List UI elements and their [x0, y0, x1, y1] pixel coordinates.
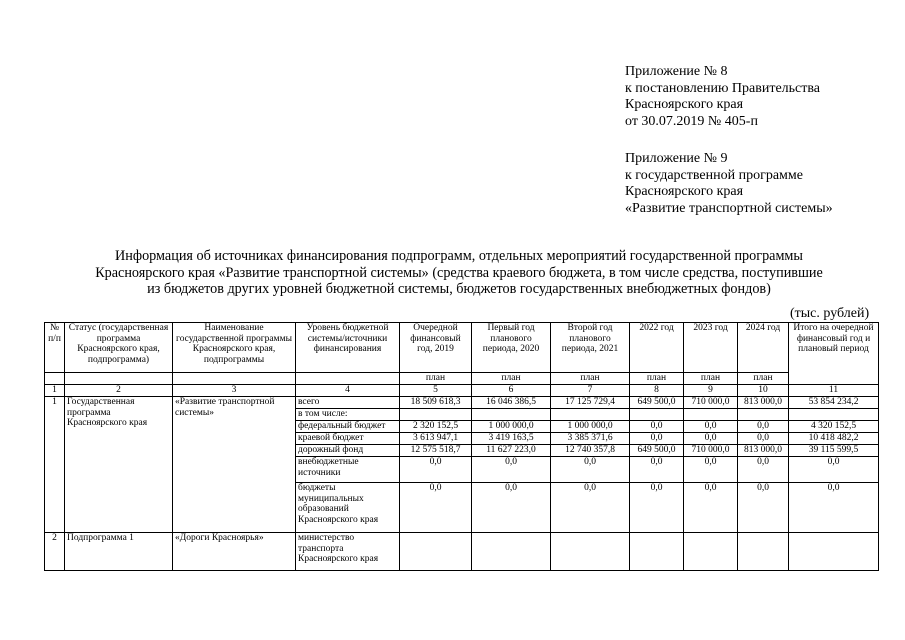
table-column-numbers-row [45, 385, 879, 397]
plan-label-2021: план [551, 373, 630, 385]
column-number: 1 [45, 385, 65, 397]
appendix-8-line-2: к постановлению Правительства [625, 80, 821, 96]
column-number: 3 [173, 385, 296, 397]
value-2022 [630, 409, 684, 421]
value-2023: 710 000,0 [684, 445, 738, 457]
header-2021: Второй год планового периода, 2021 [551, 323, 630, 373]
plan-label-2023: план [684, 373, 738, 385]
plan-label-2019: план [400, 373, 472, 385]
value-2020: 11 627 223,0 [472, 445, 551, 457]
value-2020: 3 419 163,5 [472, 433, 551, 445]
header-2019: Очередной финансовый год, 2019 [400, 323, 472, 373]
value-total: 0,0 [789, 457, 879, 483]
value-2021: 12 740 357,8 [551, 445, 630, 457]
header-status: Статус (государственная программа Красноярского края, подпрограмма) [65, 323, 173, 373]
value-2024 [738, 409, 789, 421]
table-plan-row [45, 373, 879, 385]
financing-table [44, 322, 879, 571]
appendix-8-line-3: Красноярского края [625, 97, 744, 112]
appendix-8-block [625, 64, 820, 130]
column-number: 11 [789, 385, 879, 397]
value-total: 4 320 152,5 [789, 421, 879, 433]
appendix-9-line-4: «Развитие транспортной системы» [625, 200, 833, 216]
appendix-9-block [625, 151, 833, 217]
source-label: дорожный фонд [296, 445, 400, 457]
header-name: Наименование государственной программы Красноярского края, подпрограммы [173, 323, 296, 373]
plan-label-2024: план [738, 373, 789, 385]
header-2024: 2024 год [738, 323, 789, 373]
value-2022 [630, 533, 684, 571]
value-2022: 0,0 [630, 421, 684, 433]
value-2022: 0,0 [630, 433, 684, 445]
row-1-name: «Развитие транспортной системы» [173, 397, 296, 533]
value-2019 [400, 533, 472, 571]
table-row [45, 533, 879, 571]
header-2023: 2023 год [684, 323, 738, 373]
value-2019 [400, 409, 472, 421]
source-label: министерство транспорта Красноярского края [296, 533, 400, 571]
value-2023: 0,0 [684, 421, 738, 433]
table-header-row [45, 323, 879, 373]
column-number: 8 [630, 385, 684, 397]
table-row [45, 397, 879, 409]
value-2023 [684, 409, 738, 421]
appendix-9-title: Приложение № 9 [625, 151, 728, 166]
appendix-9-line-3: Красноярского края [625, 184, 744, 199]
value-2021 [551, 533, 630, 571]
column-number: 7 [551, 385, 630, 397]
value-2021: 17 125 729,4 [551, 397, 630, 409]
value-total: 10 418 482,2 [789, 433, 879, 445]
value-2024 [738, 533, 789, 571]
column-number: 5 [400, 385, 472, 397]
header-2020: Первый год планового периода, 2020 [472, 323, 551, 373]
value-2023: 0,0 [684, 433, 738, 445]
value-2019: 12 575 518,7 [400, 445, 472, 457]
source-label: внебюджетные источники [296, 457, 400, 483]
source-label: краевой бюджет [296, 433, 400, 445]
value-2020 [472, 409, 551, 421]
header-level: Уровень бюджетной системы/источники финансирования [296, 323, 400, 373]
value-total: 53 854 234,2 [789, 397, 879, 409]
value-2024: 0,0 [738, 421, 789, 433]
source-label: всего [296, 397, 400, 409]
source-label: федеральный бюджет [296, 421, 400, 433]
source-label: бюджеты муниципальных образований Красноярского края [296, 483, 400, 533]
value-2024: 0,0 [738, 483, 789, 533]
value-2024: 0,0 [738, 457, 789, 483]
value-total [789, 409, 879, 421]
value-2021: 0,0 [551, 483, 630, 533]
value-2021: 1 000 000,0 [551, 421, 630, 433]
appendix-8-title: Приложение № 8 [625, 64, 728, 79]
value-2022: 649 500,0 [630, 397, 684, 409]
value-2022: 649 500,0 [630, 445, 684, 457]
value-2019: 0,0 [400, 457, 472, 483]
value-2024: 0,0 [738, 433, 789, 445]
value-2023: 710 000,0 [684, 397, 738, 409]
column-number: 4 [296, 385, 400, 397]
value-2023: 0,0 [684, 483, 738, 533]
appendix-8-line-4: от 30.07.2019 № 405-п [625, 113, 758, 129]
value-2024: 813 000,0 [738, 445, 789, 457]
value-2021 [551, 409, 630, 421]
value-2020: 0,0 [472, 457, 551, 483]
column-number: 2 [65, 385, 173, 397]
column-number: 10 [738, 385, 789, 397]
source-label: в том числе: [296, 409, 400, 421]
row-1-status: Государственная программа Красноярского края [65, 397, 173, 533]
heading-line-1: Информация об источниках финансирования подпрограмм, отдельных мероприятий государственной программы [115, 248, 803, 264]
value-total: 0,0 [789, 483, 879, 533]
header-no: № п/п [45, 323, 65, 373]
appendix-9-line-2: к государственной программе [625, 167, 803, 183]
heading-line-2: Красноярского края «Развитие транспортной системы» (средства краевого бюджета, в том числе средства, поступившие [95, 264, 823, 281]
value-2020 [472, 533, 551, 571]
row-2-name: «Дороги Красноярья» [173, 533, 296, 571]
row-1-number: 1 [45, 397, 65, 533]
value-2021: 0,0 [551, 457, 630, 483]
plan-label-2022: план [630, 373, 684, 385]
value-total: 39 115 599,5 [789, 445, 879, 457]
value-total [789, 533, 879, 571]
column-number: 6 [472, 385, 551, 397]
value-2024: 813 000,0 [738, 397, 789, 409]
plan-label-2020: план [472, 373, 551, 385]
header-total: Итого на очередной финансовый год и плановый период [789, 323, 879, 385]
value-2019: 3 613 947,1 [400, 433, 472, 445]
value-2020: 16 046 386,5 [472, 397, 551, 409]
value-2023: 0,0 [684, 457, 738, 483]
column-number: 9 [684, 385, 738, 397]
value-2023 [684, 533, 738, 571]
value-2022: 0,0 [630, 483, 684, 533]
value-2019: 2 320 152,5 [400, 421, 472, 433]
value-2020: 0,0 [472, 483, 551, 533]
header-2022: 2022 год [630, 323, 684, 373]
heading-line-3: из бюджетов других уровней бюджетной системы, бюджетов государственных внебюджетных фондов) [147, 281, 771, 297]
value-2019: 18 509 618,3 [400, 397, 472, 409]
row-2-number: 2 [45, 533, 65, 571]
value-2020: 1 000 000,0 [472, 421, 551, 433]
value-2022: 0,0 [630, 457, 684, 483]
document-heading [40, 248, 878, 298]
row-2-status: Подпрограмма 1 [65, 533, 173, 571]
value-2021: 3 385 371,6 [551, 433, 630, 445]
value-2019: 0,0 [400, 483, 472, 533]
units-label: (тыс. рублей) [790, 306, 870, 321]
